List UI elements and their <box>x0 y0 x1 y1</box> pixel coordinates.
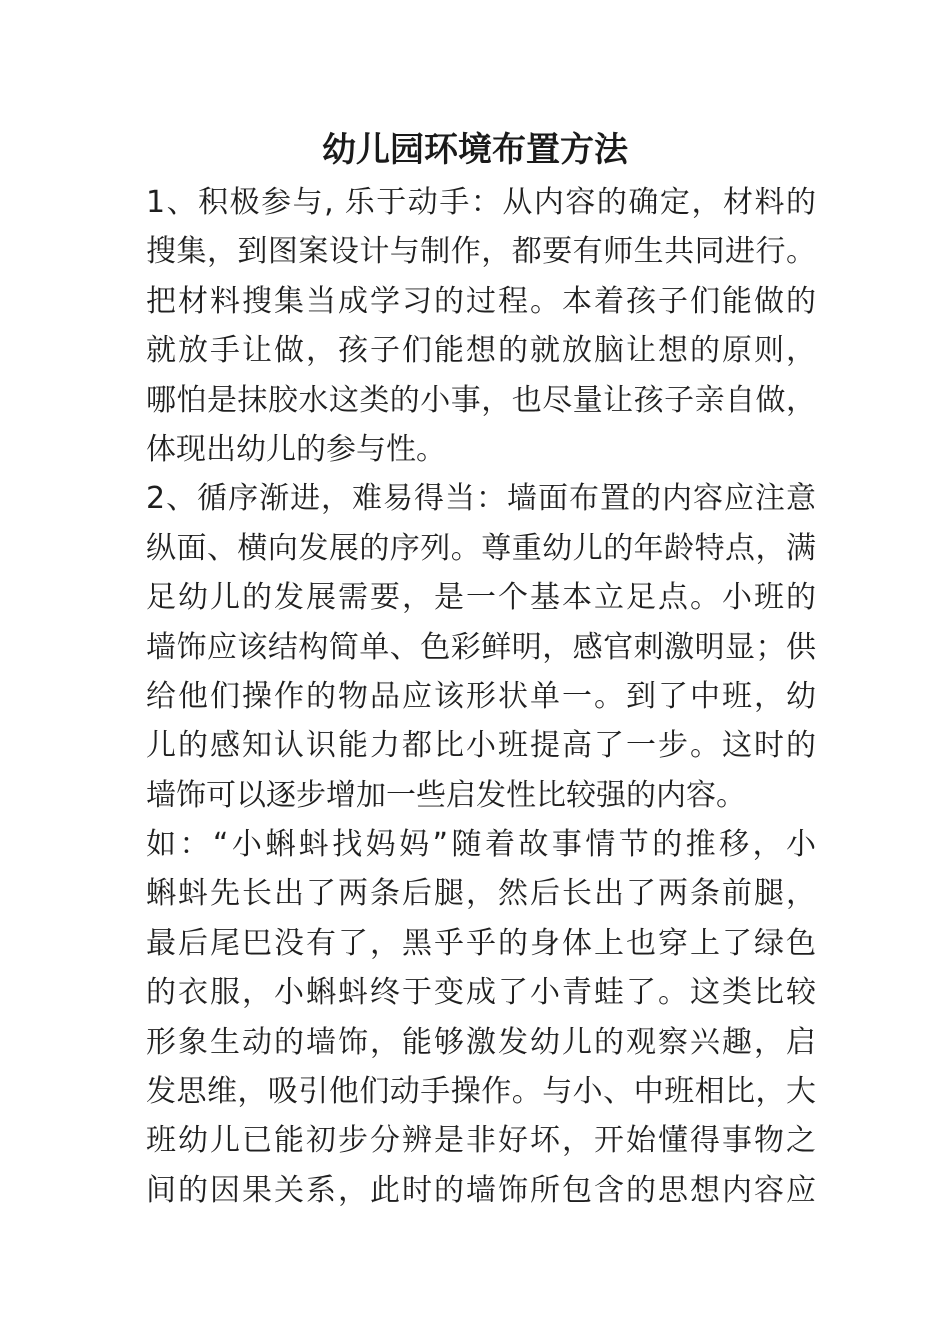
text-line: 发思维，吸引他们动手操作。与小、中班相比，大 <box>146 1074 816 1110</box>
text-line: 足幼儿的发展需要，是一个基本立足点。小班的 <box>146 580 816 616</box>
text-line: 1、积极参与, 乐于动手：从内容的确定，材料的 <box>146 185 816 220</box>
text-line: 搜集，到图案设计与制作，都要有师生共同进行。 <box>146 234 816 270</box>
text-line: 间的因果关系，此时的墙饰所包含的思想内容应 <box>146 1172 816 1208</box>
text-line: 体现出幼儿的参与性。 <box>146 431 446 467</box>
document-title: 幼儿园环境布置方法 <box>322 130 628 170</box>
text-line: 把材料搜集当成学习的过程。本着孩子们能做的 <box>146 283 816 319</box>
text-line: 儿的感知认识能力都比小班提高了一步。这时的 <box>146 728 816 764</box>
text-line: 哪怕是抹胶水这类的小事，也尽量让孩子亲自做， <box>146 382 816 418</box>
text-line: 纵面、横向发展的序列。尊重幼儿的年龄特点，满 <box>146 530 816 566</box>
document-body <box>146 178 816 1215</box>
text-line: 的衣服，小蝌蚪终于变成了小青蛙了。这类比较 <box>146 975 816 1011</box>
text-line: 2、循序渐进，难易得当：墙面布置的内容应注意 <box>146 481 816 517</box>
text-line: 给他们操作的物品应该形状单一。到了中班，幼 <box>146 678 816 714</box>
text-line: 如：“小蝌蚪找妈妈”随着故事情节的推移，小 <box>146 827 816 863</box>
text-line: 班幼儿已能初步分辨是非好坏，开始懂得事物之 <box>146 1123 816 1159</box>
text-line: 蝌蚪先长出了两条后腿，然后长出了两条前腿， <box>146 876 816 912</box>
text-line: 最后尾巴没有了，黑乎乎的身体上也穿上了绿色 <box>146 925 816 961</box>
text-line: 就放手让做，孩子们能想的就放脑让想的原则， <box>146 333 816 369</box>
text-line: 墙饰可以逐步增加一些启发性比较强的内容。 <box>146 777 746 813</box>
text-line: 形象生动的墙饰，能够激发幼儿的观察兴趣，启 <box>146 1024 816 1060</box>
text-line: 墙饰应该结构简单、色彩鲜明，感官刺激明显；供 <box>146 629 816 665</box>
